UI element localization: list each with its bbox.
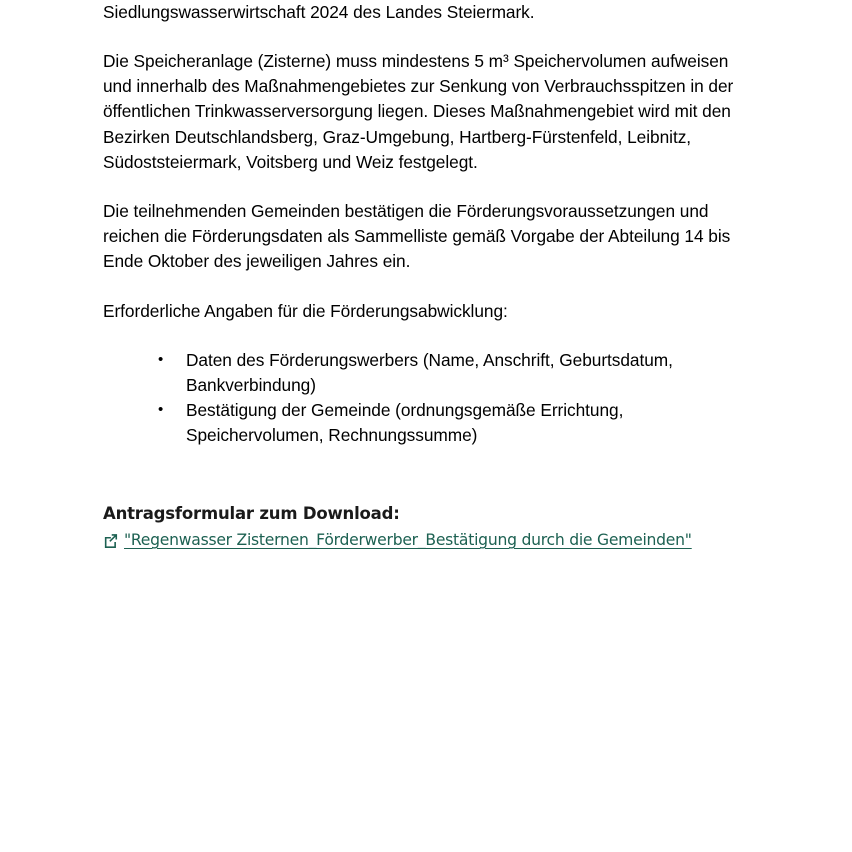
- paragraph-gap: [103, 25, 737, 49]
- download-section-gap: [103, 449, 737, 479]
- list-gap: [103, 324, 737, 348]
- clipped-intro-paragraph: [103, 0, 737, 25]
- clipped-intro-visible-line: Siedlungswasserwirtschaft 2024 des Landes Steiermark.: [103, 2, 535, 22]
- list-item: • Bestätigung der Gemeinde (ordnungsgemäße Errichtung, Speichervolumen, Rechnungssumme): [103, 398, 737, 448]
- required-information-list: [103, 348, 737, 449]
- list-item: • Daten des Förderungswerbers (Name, Anschrift, Geburtsdatum, Bankverbindung): [103, 348, 737, 398]
- paragraph-gemeinden: Die teilnehmenden Gemeinden bestätigen die Förderungsvoraussetzungen und reichen die Förderungsdaten als Sammelliste gemäß Vorgabe der Abteilung 14 bis Ende Oktober des jeweiligen Jahres ein.: [103, 201, 731, 272]
- antragsformular-download-link[interactable]: "Regenwasser Zisternen_Förderwerber_Bestätigung durch die Gemeinden": [124, 530, 692, 549]
- paragraph-speicheranlage: Die Speicheranlage (Zisterne) muss mindestens 5 m³ Speichervolumen aufweisen und innerhalb des Maßnahmengebietes zur Senkung von Verbrauchsspitzen in der öffentlichen Trinkwasserversorgung liegen. Dieses Maßnahmengebiet wird mit den Bezirken Deutschlandsberg, Graz-Umgebung, Hartberg-Fürstenfeld, Leibnitz, Südoststeiermark, Voitsberg und Weiz festgelegt.: [103, 51, 734, 172]
- download-link-row: [103, 529, 737, 551]
- document-content-column: [103, 0, 737, 551]
- download-section-gap-2: [103, 479, 737, 503]
- external-link-icon: [103, 533, 118, 548]
- download-heading: Antragsformular zum Download:: [103, 503, 400, 523]
- paragraph-erforderliche-angaben: Erforderliche Angaben für die Förderungsabwicklung:: [103, 300, 508, 321]
